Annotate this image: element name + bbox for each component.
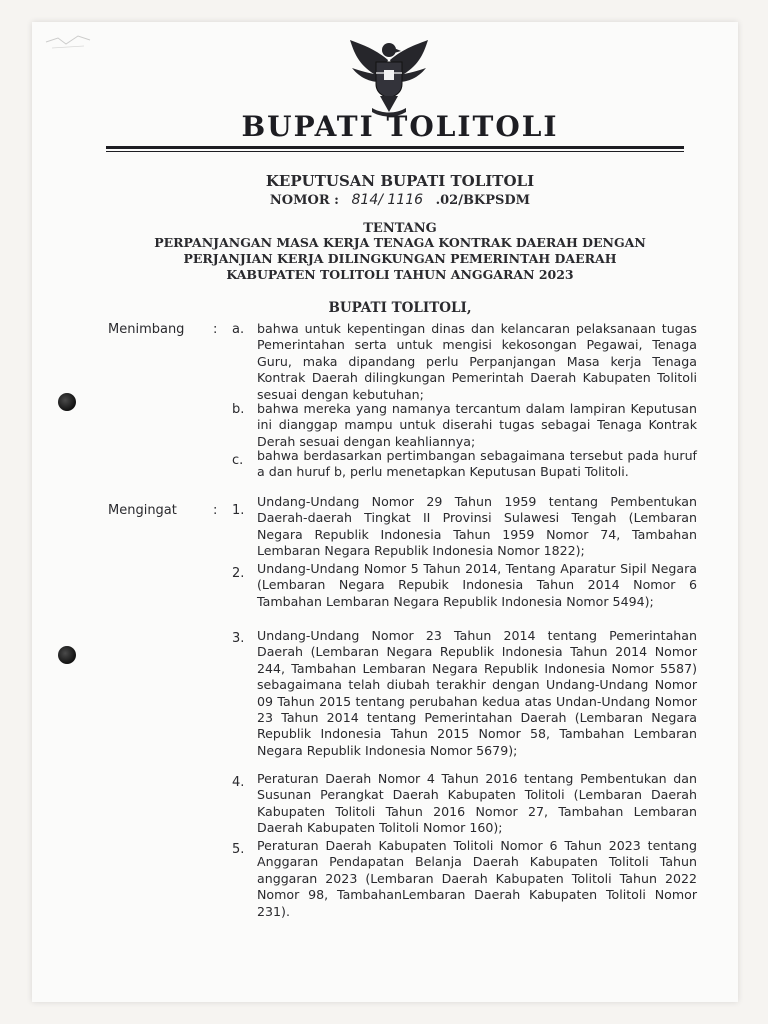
header-rule-thick (106, 146, 684, 149)
menimbang-item-text: bahwa berdasarkan pertimbangan sebagaimana tersebut pada huruf a dan huruf b, perlu menetapkan Keputusan Bupati Tolitoli. (257, 448, 697, 480)
punch-hole-bottom (58, 646, 76, 664)
decision-subject (120, 235, 680, 283)
subject-line: PERPANJANGAN MASA KERJA TENAGA KONTRAK DAERAH DENGAN (154, 235, 646, 250)
menimbang-colon: : (213, 322, 218, 337)
mengingat-item-marker: 2. (232, 566, 245, 581)
subject-line: PERJANJIAN KERJA DILINGKUNGAN PEMERINTAH DAERAH (183, 251, 617, 266)
mengingat-item-text: Peraturan Daerah Kabupaten Tolitoli Nomor 6 Tahun 2023 tentang Anggaran Pendapatan Belanja Daerah Kabupaten Tolitoli Tahun anggaran 2023 (Lembaran Daerah Kabupaten Tolitoli Tahun 2022 Nomor 98, TambahanLembaran Daerah Kabupaten Tolitoli Nomor 231). (257, 838, 697, 919)
mengingat-label: Mengingat (108, 503, 177, 518)
menimbang-item-marker: b. (232, 402, 245, 417)
menimbang-item-marker: c. (232, 453, 244, 468)
header-rule-thin (106, 151, 684, 152)
decision-number (120, 192, 680, 208)
tentang-heading: TENTANG (363, 221, 437, 236)
issuer-heading: BUPATI TOLITOLI, (328, 300, 472, 316)
mengingat-item-marker: 1. (232, 503, 245, 518)
menimbang-label: Menimbang (108, 322, 185, 337)
menimbang-item-marker: a. (232, 322, 245, 337)
mengingat-item-text: Undang-Undang Nomor 23 Tahun 2014 tentang Pemerintahan Daerah (Lembaran Negara Republik Indonesia Tahun 2014 Nomor 244, Tambahan Lembaran Negara Republik Indonesia Nomor 5587) sebagaimana telah diubah terakhir dengan Undang-Undang Nomor 09 Tahun 2015 tentang perubahan kedua atas Undan-Undang Nomor 23 Tahun 2014 tentang Pemerintahan Daerah (Lembaran Negara Republik Indonesia Tahun 2015 Nomor 58, Tambahan Lembaran Negara Republik Indonesia Nomor 5679); (257, 628, 697, 758)
mengingat-item-marker: 3. (232, 631, 245, 646)
menimbang-item-text: bahwa untuk kepentingan dinas dan kelancaran pelaksanaan tugas Pemerintahan serta untuk mengisi kekosongan Pegawai, Tenaga Guru, maka dipandang perlu Perpanjangan Masa kerja Tenaga Kontrak Daerah dilingkungan Pemerintah Daerah Kabupaten Tolitoli sesuai dengan kebutuhan; (257, 321, 697, 402)
punch-hole-top (58, 393, 76, 411)
mengingat-item-text: Undang-Undang Nomor 5 Tahun 2014, Tentang Aparatur Sipil Negara (Lembaran Negara Repubik Indonesia Tahun 2014 Nomor 6 Tambahan Lembaran Negara Republik Indonesia Nomor 5494); (257, 561, 697, 609)
mengingat-item-marker: 4. (232, 775, 245, 790)
mengingat-colon: : (213, 503, 218, 518)
garuda-emblem-icon (344, 30, 434, 120)
mengingat-item-text: Peraturan Daerah Nomor 4 Tahun 2016 tentang Pembentukan dan Susunan Perangkat Daerah Kabupaten Tolitoli (Lembaran Daerah Kabupaten Tolitoli Tahun 2016 Nomor 27, Tambahan Lembaran Daerah Kabupaten Tolitoli Nomor 160); (257, 771, 697, 836)
bupati-header-title: BUPATI TOLITOLI (241, 110, 559, 143)
decision-title: KEPUTUSAN BUPATI TOLITOLI (265, 172, 535, 190)
nomor-handwritten: 814/ 1116 (351, 192, 424, 208)
nomor-label: NOMOR : (269, 193, 339, 208)
pencil-scribble (44, 30, 94, 52)
subject-line: KABUPATEN TOLITOLI TAHUN ANGGARAN 2023 (226, 267, 574, 282)
mengingat-item-text: Undang-Undang Nomor 29 Tahun 1959 tentang Pembentukan Daerah-daerah Tingkat II Provinsi Sulawesi Tengah (Lembaran Negara Republik Indonesia Tahun 1959 Nomor 74, Tambahan Lembaran Negara Republik Indonesia Nomor 1822); (257, 494, 697, 559)
mengingat-item-marker: 5. (232, 842, 245, 857)
menimbang-item-text: bahwa mereka yang namanya tercantum dalam lampiran Keputusan ini dianggap mampu untuk diserahi tugas sebagai Tenaga Kontrak Derah sesuai dengan keahliannya; (257, 401, 697, 449)
nomor-suffix: .02/BKPSDM (435, 193, 531, 208)
